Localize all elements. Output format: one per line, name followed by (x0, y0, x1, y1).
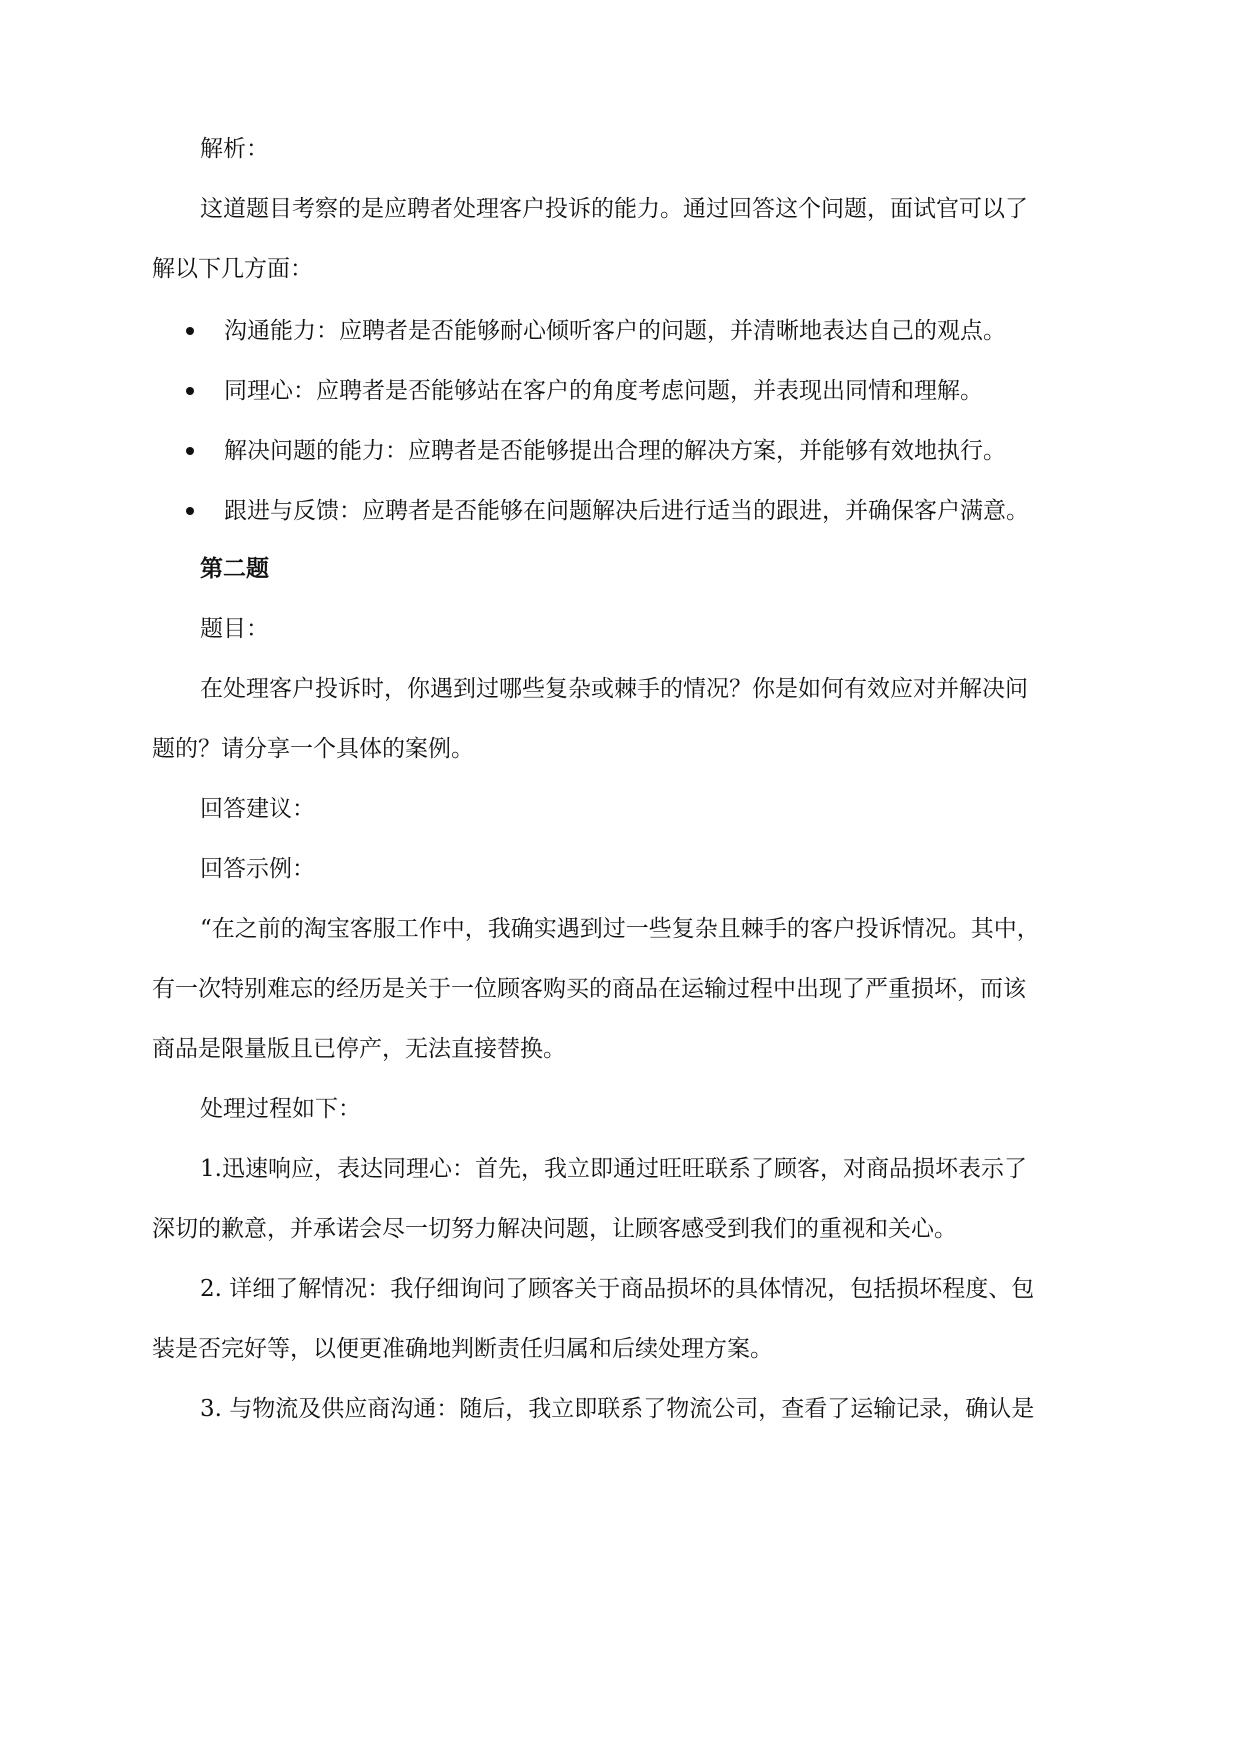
answer-suggestion-label: 回答建议： (200, 796, 315, 822)
bullet-item-empathy: 同理心：应聘者是否能够站在客户的角度考虑问题，并表现出同情和理解。 (224, 378, 983, 404)
analysis-label: 解析： (200, 136, 269, 162)
bullet-item-follow-up: 跟进与反馈：应聘者是否能够在问题解决后进行适当的跟进，并确保客户满意。 (224, 498, 1029, 524)
step-2-line-1: 2. 详细了解情况：我仔细询问了顾客关于商品损坏的具体情况，包括损坏程度、包 (200, 1276, 1035, 1302)
analysis-paragraph-line-2: 解以下几方面： (152, 256, 313, 282)
question-2-heading: 第二题 (200, 555, 269, 582)
example-paragraph-line-3: 商品是限量版且已停产，无法直接替换。 (152, 1036, 566, 1062)
bullet-dot-icon (186, 507, 194, 515)
step-1-line-2: 深切的歉意，并承诺会尽一切努力解决问题，让顾客感受到我们的重视和关心。 (152, 1216, 957, 1242)
example-paragraph-line-2: 有一次特别难忘的经历是关于一位顾客购买的商品在运输过程中出现了严重损坏，而该 (152, 976, 1026, 1002)
example-paragraph-line-1: “在之前的淘宝客服工作中，我确实遇到过一些复杂且棘手的客户投诉情况。其中， (200, 916, 1040, 942)
question-text-line-1: 在处理客户投诉时，你遇到过哪些复杂或棘手的情况？你是如何有效应对并解决问 (200, 676, 1028, 702)
step-3-line-1: 3. 与物流及供应商沟通：随后，我立即联系了物流公司，查看了运输记录，确认是 (200, 1396, 1035, 1422)
step-1-line-1: 1.迅速响应，表达同理心：首先，我立即通过旺旺联系了顾客，对商品损坏表示了 (200, 1156, 1027, 1182)
question-label: 题目： (200, 616, 269, 642)
question-text-line-2: 题的？请分享一个具体的案例。 (152, 736, 474, 762)
bullet-item-problem-solving: 解决问题的能力：应聘者是否能够提出合理的解决方案，并能够有效地执行。 (224, 438, 1006, 464)
bullet-dot-icon (186, 327, 194, 335)
process-label: 处理过程如下： (200, 1096, 361, 1122)
step-2-line-2: 装是否完好等，以便更准确地判断责任归属和后续处理方案。 (152, 1336, 773, 1362)
bullet-dot-icon (186, 387, 194, 395)
bullet-dot-icon (186, 447, 194, 455)
bullet-item-communication: 沟通能力：应聘者是否能够耐心倾听客户的问题，并清晰地表达自己的观点。 (224, 318, 1006, 344)
analysis-paragraph-line-1: 这道题目考察的是应聘者处理客户投诉的能力。通过回答这个问题，面试官可以了 (200, 196, 1028, 222)
answer-example-label: 回答示例： (200, 856, 315, 882)
